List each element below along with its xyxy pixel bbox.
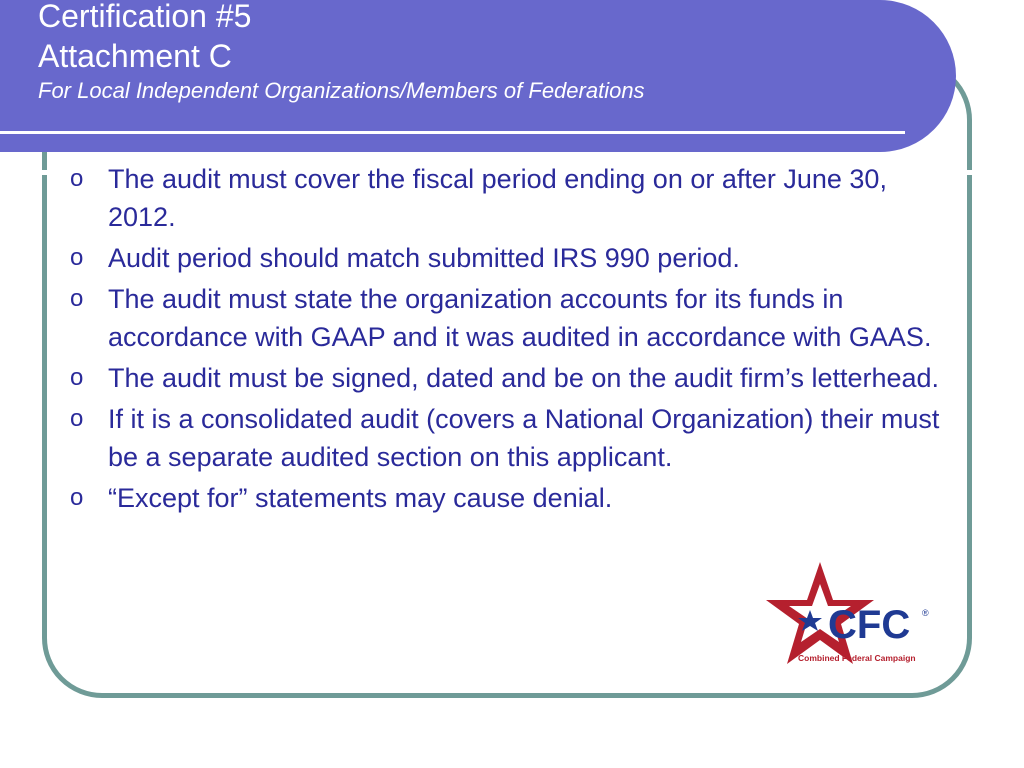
cfc-tagline: Combined Federal Campaign (798, 653, 916, 663)
bullet-marker: o (70, 405, 84, 432)
bullet-marker: o (70, 244, 84, 271)
bullet-text: If it is a consolidated audit (covers a National Organization) their must be a separate audited section on this applicant. (108, 404, 940, 472)
bullet-marker: o (70, 484, 84, 511)
cfc-letters: CFC (828, 603, 911, 647)
bullet-text: The audit must cover the fiscal period ending on or after June 30, 2012. (108, 164, 887, 232)
frame-tick-left (38, 170, 50, 175)
bullet-text: “Except for” statements may cause denial. (108, 483, 613, 513)
title-block (38, 0, 645, 104)
subtitle: For Local Independent Organizations/Members of Federations (38, 78, 645, 103)
title-line-1: Certification #5 (38, 0, 252, 34)
bullet-item (70, 280, 960, 356)
bullet-item (70, 479, 960, 517)
bullet-marker: o (70, 165, 84, 192)
bullet-item (70, 160, 960, 236)
bullet-text: Audit period should match submitted IRS 990 period. (108, 243, 740, 273)
title-band (0, 0, 956, 152)
bullet-item (70, 359, 960, 397)
cfc-registered-mark: ® (922, 608, 929, 618)
title-line-2: Attachment C (38, 38, 232, 74)
frame-tick-right (966, 170, 978, 175)
bullet-item (70, 239, 960, 277)
title-divider-line (0, 131, 905, 134)
bullet-text: The audit must state the organization accounts for its funds in accordance with GAAP and it was audited in accordance with GAAS. (108, 284, 932, 352)
bullet-list (70, 160, 960, 520)
cfc-logo (758, 558, 938, 670)
bullet-marker: o (70, 364, 84, 391)
bullet-text: The audit must be signed, dated and be on the audit firm’s letterhead. (108, 363, 940, 393)
bullet-marker: o (70, 285, 84, 312)
bullet-item (70, 400, 960, 476)
